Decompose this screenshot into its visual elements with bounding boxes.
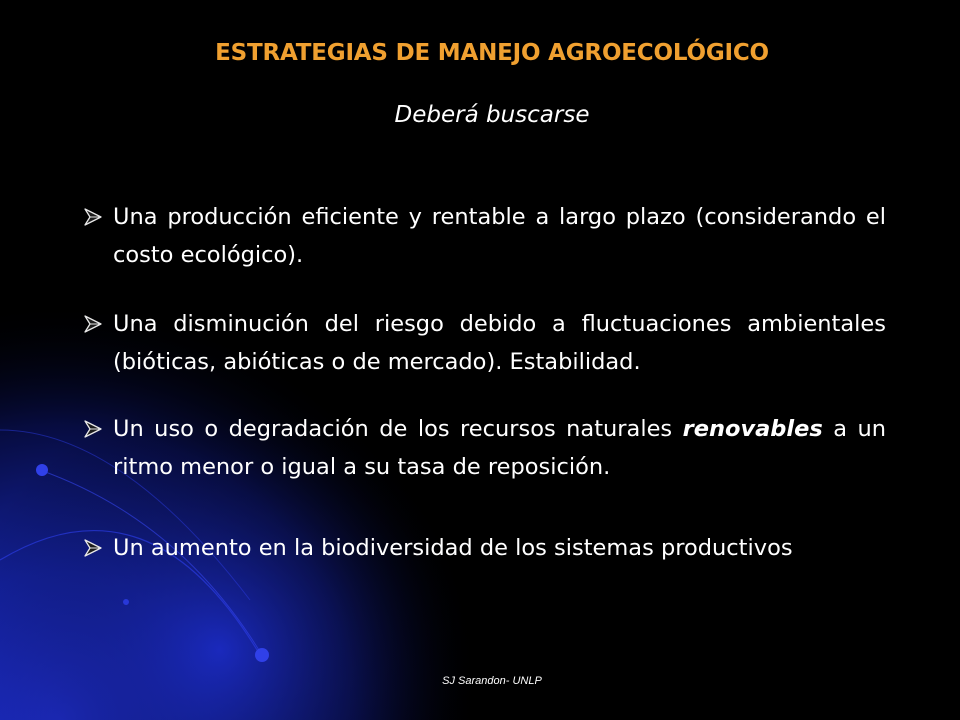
arrow-bullet-icon bbox=[84, 315, 102, 333]
arrow-bullet-icon bbox=[84, 539, 102, 557]
bullet-item bbox=[84, 529, 886, 567]
emphasized-word: renovables bbox=[682, 416, 823, 442]
bullet-text bbox=[113, 410, 886, 486]
decorative-dot bbox=[255, 648, 269, 662]
bullet-item bbox=[84, 198, 886, 274]
decorative-dot bbox=[36, 464, 48, 476]
bullet-text: Una producción eficiente y rentable a largo plazo (considerando el costo ecológico). bbox=[113, 204, 886, 268]
slide-subtitle: Deberá buscarse bbox=[394, 102, 590, 128]
bullet-item bbox=[84, 305, 886, 381]
decorative-dot bbox=[123, 599, 129, 605]
bullet-item bbox=[84, 410, 886, 486]
bullet-text-part: a un ritmo menor o igual a su tasa de reposición. bbox=[113, 416, 886, 480]
bullet-list bbox=[84, 198, 886, 567]
slide-title: ESTRATEGIAS DE MANEJO AGROECOLÓGICO bbox=[215, 40, 769, 66]
arrow-bullet-icon bbox=[84, 420, 102, 438]
slide-footer: SJ Sarandon- UNLP bbox=[442, 675, 542, 687]
bullet-text: Una disminución del riesgo debido a fluctuaciones ambientales (bióticas, abióticas o de mercado). Estabilidad. bbox=[113, 311, 886, 375]
arrow-bullet-icon bbox=[84, 208, 102, 226]
bullet-text: Un aumento en la biodiversidad de los sistemas productivos bbox=[113, 535, 793, 561]
bullet-text-part: Un uso o degradación de los recursos naturales bbox=[113, 416, 683, 442]
